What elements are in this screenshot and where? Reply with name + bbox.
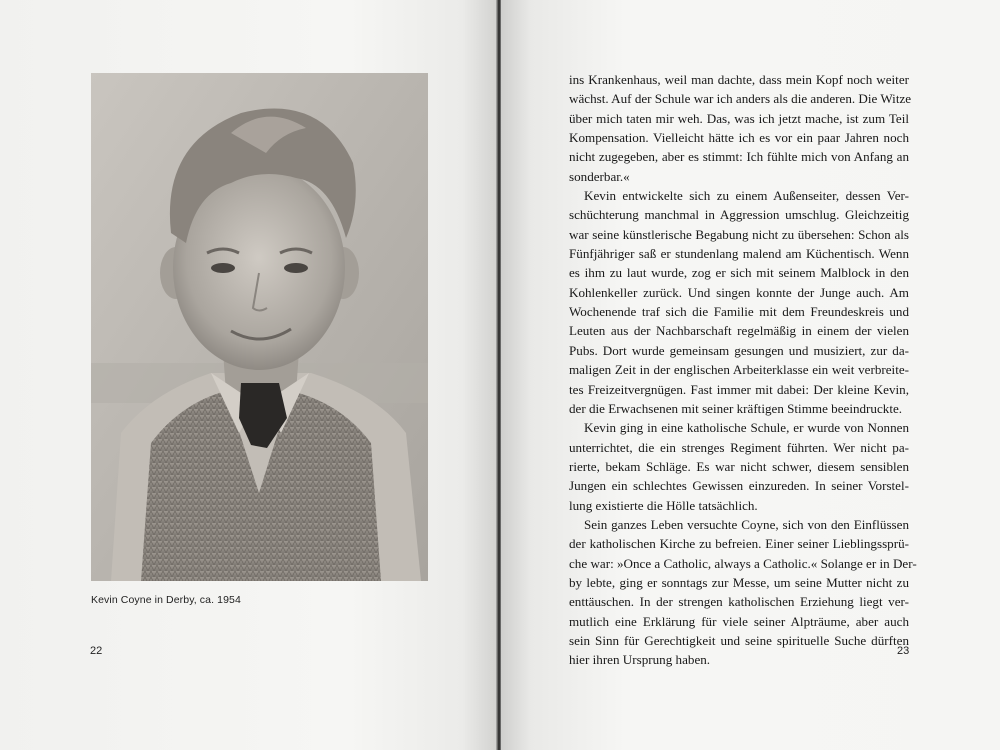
text-line: sein Sinn für Gerechtigkeit und seine spirituelle Suche dürften bbox=[569, 632, 909, 648]
photo-caption: Kevin Coyne in Derby, ca. 1954 bbox=[91, 594, 241, 606]
page-number-left: 22 bbox=[90, 645, 103, 657]
text-line: Kevin entwickelte sich zu einem Außenseiter, dessen Ver- bbox=[584, 188, 909, 204]
text-line: Kompensation. Vielleicht hätte ich es vor ein paar Jahren noch bbox=[569, 130, 909, 146]
text-line: Kevin ging in eine katholische Schule, er wurde von Nonnen bbox=[584, 420, 909, 436]
portrait-photo bbox=[91, 73, 428, 581]
boy-portrait-image bbox=[91, 73, 428, 581]
text-line: Wochenende traf sich die Familie mit dem Freundeskreis und bbox=[569, 304, 909, 320]
text-line: wächst. Auf der Schule war ich anders als die anderen. Die Witze bbox=[569, 91, 912, 107]
paragraph bbox=[569, 418, 909, 515]
left-page bbox=[0, 0, 497, 750]
text-line: Fünfjähriger saß er stundenlang malend am Küchentisch. Wenn bbox=[569, 246, 909, 262]
text-line: lung existierte die Hölle tatsächlich. bbox=[569, 497, 758, 513]
text-line: mutlich eine Erklärung für viele seiner Alpträume, aber auch bbox=[569, 613, 909, 629]
text-line: der die Erwachsenen mit seiner kräftigen Stimme beeindruckte. bbox=[569, 400, 903, 416]
text-line: schüchterung manchmal in Aggression umschlug. Gleichzeitig bbox=[569, 207, 909, 223]
text-line: Jungen ein schlechtes Gewissen einzureden. In seiner Vorstel- bbox=[569, 478, 909, 494]
text-line: by lebte, ging er sonntags zur Messe, um seine Mutter nicht zu bbox=[569, 574, 909, 590]
paragraph bbox=[569, 186, 909, 418]
text-line: ins Krankenhaus, weil man dachte, dass mein Kopf noch weiter bbox=[569, 72, 909, 87]
text-line: hier ihren Ursprung haben. bbox=[569, 652, 711, 668]
text-line: es ihm zu laut wurde, zog er sich mit seinem Malblock in den bbox=[569, 265, 909, 281]
text-line: rierte, bekam Schläge. Es war nicht schwer, diesem sensiblen bbox=[569, 458, 909, 474]
text-line: Sein ganzes Leben versuchte Coyne, sich von den Einflüssen bbox=[584, 516, 909, 532]
page-number-right: 23 bbox=[897, 645, 910, 657]
body-text bbox=[569, 70, 917, 670]
text-line: sonderbar.« bbox=[569, 168, 630, 184]
text-line: nicht zugegeben, aber es stimmt: Ich fühlte mich von Anfang an bbox=[569, 149, 909, 165]
text-line: war seine künstlerische Begabung nicht zu übersehen: Schon als bbox=[569, 226, 909, 242]
text-line: che war: »Once a Catholic, always a Catholic.« Solange er in Der- bbox=[569, 555, 917, 571]
paragraph bbox=[569, 515, 917, 670]
text-line: unterrichtet, die ein strenges Regiment führten. Wer nicht pa- bbox=[569, 439, 909, 455]
text-line: Leuten aus der Nachbarschaft regelmäßig in einem der vielen bbox=[569, 323, 909, 339]
text-line: der katholischen Kirche zu befreien. Einer seiner Lieblingssprü- bbox=[569, 536, 909, 552]
text-line: maligen Zeit in der englischen Arbeiterklasse ein weit verbreite- bbox=[569, 362, 909, 378]
text-line: enttäuschen. In der strengen katholischen Erziehung liegt ver- bbox=[569, 594, 909, 610]
text-line: tes Freizeitvergnügen. Fast immer mit dabei: Der kleine Kevin, bbox=[569, 381, 909, 397]
text-line: über mich taten mir weh. Das, was ich jetzt mache, ist zum Teil bbox=[569, 110, 909, 126]
text-line: Kohlenkeller zurück. Und singen konnte der Junge auch. Am bbox=[569, 284, 909, 300]
text-line: Pubs. Dort wurde gemeinsam gesungen und musiziert, zur da- bbox=[569, 342, 909, 358]
paragraph bbox=[569, 70, 912, 186]
